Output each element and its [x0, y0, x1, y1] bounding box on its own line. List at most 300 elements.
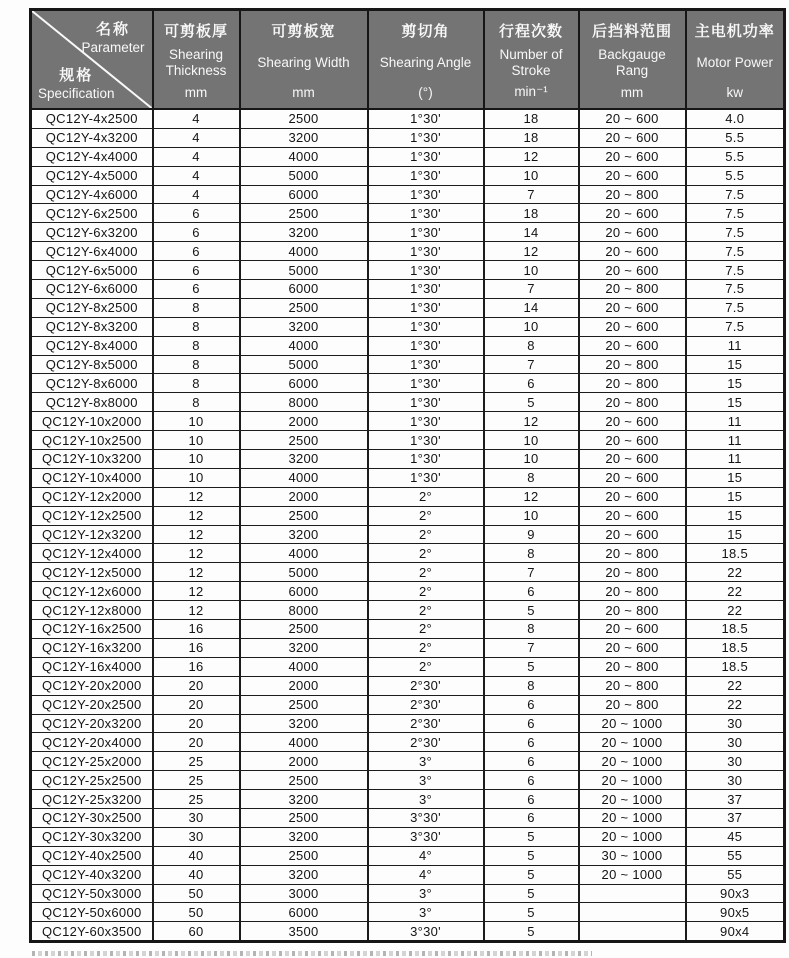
cell-thickness: 12 [153, 563, 240, 582]
cell-stroke: 18 [484, 204, 579, 223]
cell-width: 4000 [240, 657, 368, 676]
cell-backgauge: 20 ~ 1000 [579, 808, 686, 827]
cell-width: 6000 [240, 903, 368, 922]
table-row [31, 317, 785, 336]
cell-model: QC12Y-12x3200 [31, 525, 153, 544]
col-2-unit: (°) [418, 84, 433, 100]
cell-thickness: 30 [153, 827, 240, 846]
cell-width: 4000 [240, 544, 368, 563]
cell-model: QC12Y-10x2500 [31, 431, 153, 450]
table-row [31, 790, 785, 809]
cell-power: 7.5 [686, 261, 785, 280]
table-row [31, 147, 785, 166]
cell-width: 2000 [240, 412, 368, 431]
cell-stroke: 6 [484, 695, 579, 714]
cell-backgauge: 20 ~ 600 [579, 620, 686, 639]
table-row [31, 204, 785, 223]
cell-model: QC12Y-10x3200 [31, 450, 153, 469]
cell-thickness: 8 [153, 393, 240, 412]
table-row [31, 109, 785, 128]
col-4-cn: 后挡料范围 [591, 23, 672, 40]
table-row [31, 714, 785, 733]
col-3-cn: 行程次数 [498, 23, 563, 40]
cell-width: 3200 [240, 714, 368, 733]
cell-width: 2500 [240, 431, 368, 450]
cell-stroke: 12 [484, 242, 579, 261]
cell-model: QC12Y-50x3000 [31, 884, 153, 903]
cell-stroke: 14 [484, 298, 579, 317]
cell-model: QC12Y-16x2500 [31, 620, 153, 639]
cell-stroke: 7 [484, 280, 579, 299]
col-1-unit: mm [292, 84, 315, 100]
cell-backgauge: 20 ~ 800 [579, 393, 686, 412]
cell-model: QC12Y-8x3200 [31, 317, 153, 336]
cell-backgauge: 20 ~ 800 [579, 544, 686, 563]
cell-thickness: 25 [153, 771, 240, 790]
corner-parameter-label [81, 18, 144, 55]
cell-power: 11 [686, 450, 785, 469]
table-row [31, 563, 785, 582]
table-row [31, 752, 785, 771]
col-header-shearing-angle [368, 10, 484, 110]
cell-model: QC12Y-20x2500 [31, 695, 153, 714]
cell-backgauge [579, 903, 686, 922]
cell-thickness: 6 [153, 280, 240, 299]
cell-power: 11 [686, 336, 785, 355]
table-row [31, 280, 785, 299]
col-0-unit: mm [184, 85, 208, 100]
cell-width: 3000 [240, 884, 368, 903]
cell-backgauge: 20 ~ 600 [579, 223, 686, 242]
cell-angle: 1°30' [368, 204, 484, 223]
cell-model: QC12Y-8x4000 [31, 336, 153, 355]
cell-width: 2000 [240, 676, 368, 695]
col-5-cn: 主电机功率 [694, 23, 775, 40]
cell-thickness: 20 [153, 676, 240, 695]
cell-power: 11 [686, 431, 785, 450]
cell-width: 8000 [240, 601, 368, 620]
cell-model: QC12Y-16x3200 [31, 638, 153, 657]
cell-angle: 2° [368, 563, 484, 582]
cell-model: QC12Y-4x5000 [31, 166, 153, 185]
cell-backgauge: 20 ~ 600 [579, 261, 686, 280]
cell-backgauge: 20 ~ 1000 [579, 827, 686, 846]
cell-backgauge: 20 ~ 600 [579, 128, 686, 147]
col-3-unit: min⁻¹ [514, 84, 548, 99]
cell-power: 15 [686, 487, 785, 506]
table-row [31, 733, 785, 752]
cell-width: 3200 [240, 223, 368, 242]
cell-backgauge: 20 ~ 1000 [579, 752, 686, 771]
cell-backgauge: 20 ~ 600 [579, 204, 686, 223]
cell-stroke: 9 [484, 525, 579, 544]
cell-stroke: 7 [484, 355, 579, 374]
cell-power: 18.5 [686, 638, 785, 657]
cell-power: 55 [686, 846, 785, 865]
cell-stroke: 12 [484, 412, 579, 431]
cell-power: 7.5 [686, 317, 785, 336]
cell-power: 30 [686, 714, 785, 733]
cell-angle: 1°30' [368, 317, 484, 336]
cell-thickness: 6 [153, 223, 240, 242]
cell-thickness: 20 [153, 695, 240, 714]
cell-thickness: 30 [153, 808, 240, 827]
cell-stroke: 6 [484, 374, 579, 393]
cell-backgauge: 20 ~ 600 [579, 242, 686, 261]
cell-width: 6000 [240, 185, 368, 204]
cell-thickness: 12 [153, 487, 240, 506]
cell-stroke: 14 [484, 223, 579, 242]
table-row [31, 771, 785, 790]
cell-thickness: 4 [153, 147, 240, 166]
cell-thickness: 10 [153, 412, 240, 431]
cell-angle: 1°30' [368, 412, 484, 431]
cell-stroke: 10 [484, 450, 579, 469]
cell-width: 3200 [240, 865, 368, 884]
cell-stroke: 10 [484, 431, 579, 450]
cell-thickness: 16 [153, 638, 240, 657]
col-0-cn: 可剪板厚 [163, 23, 228, 40]
col-header-motor-power [686, 10, 785, 110]
cell-model: QC12Y-25x2500 [31, 771, 153, 790]
cell-backgauge [579, 922, 686, 942]
cell-power: 15 [686, 525, 785, 544]
cell-power: 55 [686, 865, 785, 884]
cell-thickness: 6 [153, 242, 240, 261]
table-row [31, 638, 785, 657]
cell-thickness: 40 [153, 846, 240, 865]
cell-model: QC12Y-25x3200 [31, 790, 153, 809]
cell-width: 2500 [240, 620, 368, 639]
table-row [31, 223, 785, 242]
cell-width: 6000 [240, 582, 368, 601]
cell-thickness: 4 [153, 166, 240, 185]
table-row [31, 865, 785, 884]
cell-thickness: 12 [153, 582, 240, 601]
table-row [31, 922, 785, 942]
cell-backgauge: 20 ~ 600 [579, 166, 686, 185]
cell-thickness: 10 [153, 450, 240, 469]
cell-angle: 1°30' [368, 374, 484, 393]
cell-thickness: 40 [153, 865, 240, 884]
cell-stroke: 10 [484, 317, 579, 336]
cell-stroke: 7 [484, 563, 579, 582]
cell-stroke: 6 [484, 582, 579, 601]
cell-power: 30 [686, 771, 785, 790]
cell-width: 5000 [240, 166, 368, 185]
cell-angle: 2°30' [368, 714, 484, 733]
cell-model: QC12Y-8x8000 [31, 393, 153, 412]
cell-power: 11 [686, 412, 785, 431]
table-row [31, 695, 785, 714]
specification-label-cn: 规格 [59, 67, 94, 84]
cell-angle: 1°30' [368, 355, 484, 374]
cell-backgauge: 20 ~ 800 [579, 374, 686, 393]
cell-stroke: 12 [484, 147, 579, 166]
cell-angle: 3° [368, 752, 484, 771]
cell-stroke: 6 [484, 808, 579, 827]
cell-backgauge: 20 ~ 1000 [579, 865, 686, 884]
cell-power: 7.5 [686, 298, 785, 317]
cell-angle: 3°30' [368, 827, 484, 846]
cell-backgauge: 20 ~ 800 [579, 563, 686, 582]
cell-backgauge: 30 ~ 1000 [579, 846, 686, 865]
cell-width: 3500 [240, 922, 368, 942]
cell-thickness: 25 [153, 752, 240, 771]
cell-thickness: 4 [153, 185, 240, 204]
cell-thickness: 4 [153, 128, 240, 147]
cell-power: 45 [686, 827, 785, 846]
cell-model: QC12Y-12x8000 [31, 601, 153, 620]
col-2-cn: 剪切角 [401, 23, 450, 40]
cell-power: 5.5 [686, 147, 785, 166]
cell-angle: 1°30' [368, 128, 484, 147]
cell-backgauge [579, 884, 686, 903]
cell-model: QC12Y-4x6000 [31, 185, 153, 204]
cell-power: 7.5 [686, 204, 785, 223]
cell-thickness: 8 [153, 374, 240, 393]
cell-width: 2500 [240, 506, 368, 525]
cell-stroke: 6 [484, 790, 579, 809]
cell-stroke: 8 [484, 620, 579, 639]
cell-thickness: 16 [153, 620, 240, 639]
table-row [31, 544, 785, 563]
cell-width: 2500 [240, 771, 368, 790]
cell-stroke: 18 [484, 128, 579, 147]
cell-angle: 1°30' [368, 242, 484, 261]
cell-angle: 2°30' [368, 695, 484, 714]
table-row [31, 242, 785, 261]
cell-backgauge: 20 ~ 1000 [579, 714, 686, 733]
cell-stroke: 5 [484, 884, 579, 903]
col-4-unit: mm [620, 85, 644, 100]
cell-thickness: 12 [153, 601, 240, 620]
cell-backgauge: 20 ~ 600 [579, 147, 686, 166]
cell-power: 5.5 [686, 128, 785, 147]
table-row [31, 884, 785, 903]
cell-model: QC12Y-30x3200 [31, 827, 153, 846]
cell-angle: 3° [368, 884, 484, 903]
cell-angle: 3° [368, 771, 484, 790]
cell-stroke: 6 [484, 752, 579, 771]
cell-stroke: 10 [484, 506, 579, 525]
cell-stroke: 8 [484, 676, 579, 695]
cell-thickness: 10 [153, 431, 240, 450]
cell-model: QC12Y-60x3500 [31, 922, 153, 942]
cell-power: 7.5 [686, 242, 785, 261]
col-5-en: Motor Power [696, 55, 774, 71]
table-row [31, 827, 785, 846]
cell-model: QC12Y-10x4000 [31, 468, 153, 487]
spec-table-body [31, 109, 785, 942]
cell-backgauge: 20 ~ 1000 [579, 771, 686, 790]
table-row [31, 808, 785, 827]
cell-width: 3200 [240, 525, 368, 544]
cell-power: 22 [686, 563, 785, 582]
specification-label-en: Specification [38, 86, 115, 101]
cell-backgauge: 20 ~ 1000 [579, 790, 686, 809]
cell-thickness: 10 [153, 468, 240, 487]
cell-angle: 2° [368, 601, 484, 620]
cell-angle: 4° [368, 846, 484, 865]
cell-stroke: 5 [484, 922, 579, 942]
cell-model: QC12Y-30x2500 [31, 808, 153, 827]
cell-backgauge: 20 ~ 800 [579, 676, 686, 695]
cell-angle: 1°30' [368, 261, 484, 280]
cell-backgauge: 20 ~ 800 [579, 657, 686, 676]
col-0-en: Shearing Thickness [165, 47, 227, 78]
cell-stroke: 5 [484, 601, 579, 620]
cell-width: 2000 [240, 487, 368, 506]
col-header-shearing-thickness [153, 10, 240, 110]
cell-model: QC12Y-4x3200 [31, 128, 153, 147]
cell-backgauge: 20 ~ 600 [579, 317, 686, 336]
cell-width: 4000 [240, 336, 368, 355]
cell-backgauge: 20 ~ 600 [579, 109, 686, 128]
cell-stroke: 5 [484, 846, 579, 865]
cell-stroke: 5 [484, 393, 579, 412]
cell-width: 2500 [240, 109, 368, 128]
cell-width: 8000 [240, 393, 368, 412]
spec-table [29, 8, 786, 943]
table-row [31, 846, 785, 865]
cell-thickness: 6 [153, 261, 240, 280]
table-row [31, 525, 785, 544]
cell-backgauge: 20 ~ 800 [579, 601, 686, 620]
cell-thickness: 6 [153, 204, 240, 223]
cell-angle: 1°30' [368, 166, 484, 185]
cell-backgauge: 20 ~ 600 [579, 638, 686, 657]
cell-angle: 3° [368, 903, 484, 922]
cell-thickness: 12 [153, 544, 240, 563]
cell-backgauge: 20 ~ 600 [579, 487, 686, 506]
col-2-en: Shearing Angle [379, 55, 472, 71]
cell-power: 37 [686, 790, 785, 809]
cell-model: QC12Y-6x6000 [31, 280, 153, 299]
cell-model: QC12Y-12x5000 [31, 563, 153, 582]
cell-backgauge: 20 ~ 800 [579, 695, 686, 714]
cell-thickness: 12 [153, 506, 240, 525]
cell-width: 3200 [240, 638, 368, 657]
cell-model: QC12Y-20x4000 [31, 733, 153, 752]
cell-angle: 2° [368, 487, 484, 506]
cell-angle: 1°30' [368, 468, 484, 487]
table-row [31, 261, 785, 280]
cell-model: QC12Y-40x3200 [31, 865, 153, 884]
cell-power: 30 [686, 752, 785, 771]
col-3-en: Number of Stroke [499, 46, 563, 78]
cell-thickness: 12 [153, 525, 240, 544]
cell-width: 3200 [240, 790, 368, 809]
cell-power: 37 [686, 808, 785, 827]
cell-backgauge: 20 ~ 800 [579, 582, 686, 601]
cell-thickness: 20 [153, 714, 240, 733]
cell-model: QC12Y-8x6000 [31, 374, 153, 393]
corner-specification-label [38, 64, 115, 101]
cell-model: QC12Y-50x6000 [31, 903, 153, 922]
cell-power: 15 [686, 393, 785, 412]
col-4-en: Backgauge Rang [598, 47, 666, 78]
cell-thickness: 25 [153, 790, 240, 809]
table-row [31, 166, 785, 185]
cell-model: QC12Y-8x5000 [31, 355, 153, 374]
table-row [31, 620, 785, 639]
cell-width: 4000 [240, 468, 368, 487]
cell-angle: 4° [368, 865, 484, 884]
cell-backgauge: 20 ~ 800 [579, 280, 686, 299]
cell-width: 2500 [240, 204, 368, 223]
cell-stroke: 12 [484, 487, 579, 506]
header-row [31, 10, 785, 110]
cell-power: 18.5 [686, 620, 785, 639]
cell-power: 90x3 [686, 884, 785, 903]
cell-model: QC12Y-20x3200 [31, 714, 153, 733]
cell-angle: 2° [368, 620, 484, 639]
col-header-shearing-width [240, 10, 368, 110]
cell-angle: 2° [368, 582, 484, 601]
cell-width: 3200 [240, 128, 368, 147]
cell-power: 15 [686, 355, 785, 374]
cell-angle: 1°30' [368, 280, 484, 299]
cell-angle: 2° [368, 506, 484, 525]
cell-stroke: 6 [484, 771, 579, 790]
cell-backgauge: 20 ~ 600 [579, 506, 686, 525]
cell-backgauge: 20 ~ 1000 [579, 733, 686, 752]
cell-stroke: 8 [484, 336, 579, 355]
table-row [31, 185, 785, 204]
cell-backgauge: 20 ~ 600 [579, 450, 686, 469]
cell-thickness: 20 [153, 733, 240, 752]
cell-angle: 1°30' [368, 109, 484, 128]
cell-power: 18.5 [686, 544, 785, 563]
cell-model: QC12Y-4x2500 [31, 109, 153, 128]
table-row [31, 676, 785, 695]
cell-power: 15 [686, 374, 785, 393]
cell-angle: 1°30' [368, 431, 484, 450]
cell-thickness: 50 [153, 884, 240, 903]
cell-backgauge: 20 ~ 600 [579, 412, 686, 431]
col-1-en: Shearing Width [257, 55, 350, 71]
cell-angle: 1°30' [368, 185, 484, 204]
cell-width: 3200 [240, 317, 368, 336]
cell-angle: 2° [368, 544, 484, 563]
cell-stroke: 5 [484, 865, 579, 884]
cell-power: 4.0 [686, 109, 785, 128]
table-row [31, 336, 785, 355]
cell-width: 2500 [240, 298, 368, 317]
cell-backgauge: 20 ~ 600 [579, 468, 686, 487]
table-row [31, 128, 785, 147]
table-row [31, 506, 785, 525]
cell-model: QC12Y-40x2500 [31, 846, 153, 865]
cell-width: 5000 [240, 563, 368, 582]
table-row [31, 582, 785, 601]
spec-table-header [31, 10, 785, 110]
cell-stroke: 10 [484, 166, 579, 185]
table-row [31, 431, 785, 450]
cell-power: 22 [686, 695, 785, 714]
col-header-number-of-stroke [484, 10, 579, 110]
cell-angle: 3°30' [368, 808, 484, 827]
cell-width: 2500 [240, 808, 368, 827]
cell-angle: 3°30' [368, 922, 484, 942]
cell-power: 15 [686, 468, 785, 487]
cell-power: 22 [686, 676, 785, 695]
cell-model: QC12Y-12x2000 [31, 487, 153, 506]
cell-angle: 2° [368, 638, 484, 657]
cell-stroke: 6 [484, 714, 579, 733]
cell-angle: 1°30' [368, 147, 484, 166]
